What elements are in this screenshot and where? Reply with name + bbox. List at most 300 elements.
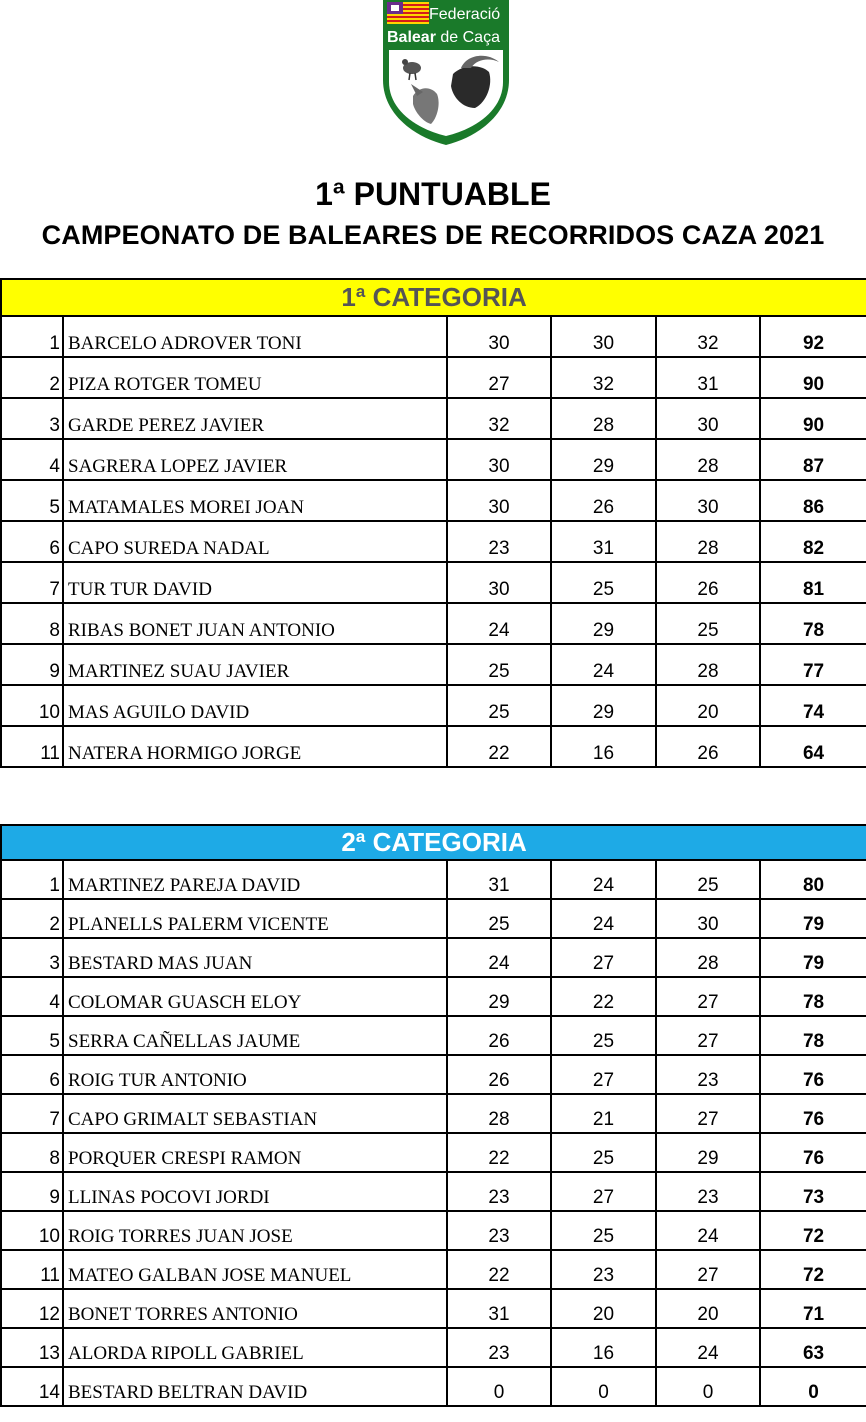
- rank-cell-text: 7: [49, 579, 60, 600]
- rank-cell: [1, 726, 63, 767]
- table-row: [1, 726, 866, 767]
- round-1-score-cell-text: 25: [488, 702, 510, 723]
- round-1-score-cell-text: 32: [488, 415, 510, 436]
- round-3-score-cell-text: 28: [697, 456, 719, 477]
- round-3-score-cell: [656, 1367, 760, 1406]
- category-1-header: 1ª CATEGORIA: [1, 279, 866, 316]
- round-2-score-cell-text: 29: [592, 702, 615, 723]
- round-3-score-cell-text: 25: [697, 875, 719, 896]
- total-score-cell: [760, 521, 866, 562]
- competitor-name-cell-text: CAPO GRIMALT SEBASTIAN: [68, 1109, 318, 1130]
- rank-cell: [1, 1289, 63, 1328]
- round-2-score-cell: [551, 316, 656, 357]
- round-2-score-cell: [551, 726, 656, 767]
- rank-cell: [1, 398, 63, 439]
- round-1-score-cell: [447, 357, 551, 398]
- competitor-name-cell: [63, 977, 447, 1016]
- round-2-score-cell: [551, 480, 656, 521]
- round-1-score-cell-text: 30: [488, 579, 510, 600]
- total-score-cell-text: 82: [802, 538, 825, 559]
- round-2-score-cell-text: 16: [592, 743, 615, 764]
- round-3-score-cell: [656, 860, 760, 899]
- page-subtitle: CAMPEONATO DE BALEARES DE RECORRIDOS CAZA 2021: [41, 220, 825, 250]
- total-score-cell-text: 72: [802, 1265, 825, 1286]
- total-score-cell-text: 90: [802, 374, 825, 395]
- round-2-score-cell-text: 27: [592, 953, 615, 974]
- round-1-score-cell-text: 30: [488, 456, 510, 477]
- total-score-cell-text: 79: [802, 953, 825, 974]
- round-3-score-cell-text: 31: [697, 374, 719, 395]
- rank-cell: [1, 357, 63, 398]
- round-3-score-cell: [656, 521, 760, 562]
- round-3-score-cell-text: 20: [697, 1304, 719, 1325]
- logo-text-line2: [387, 30, 500, 46]
- round-3-score-cell: [656, 480, 760, 521]
- round-2-score-cell-text: 21: [592, 1109, 615, 1130]
- rank-cell: [1, 1250, 63, 1289]
- rank-cell: [1, 685, 63, 726]
- round-2-score-cell: [551, 603, 656, 644]
- competitor-name-cell-text: ROIG TORRES JUAN JOSE: [68, 1226, 293, 1247]
- rank-cell-text: 7: [49, 1109, 60, 1130]
- competitor-name-cell-text: MATEO GALBAN JOSE MANUEL: [68, 1265, 352, 1286]
- page-title: 1ª PUNTUABLE: [315, 176, 551, 212]
- round-1-score-cell-text: 31: [488, 875, 510, 896]
- competitor-name-cell: [63, 603, 447, 644]
- logo-text-balear: Balear: [387, 29, 436, 46]
- rank-cell-text: 13: [38, 1343, 60, 1364]
- table-row: [1, 357, 866, 398]
- round-3-score-cell: [656, 1133, 760, 1172]
- rank-cell-text: 3: [49, 415, 60, 436]
- total-score-cell: [760, 1250, 866, 1289]
- table-row: [1, 1094, 866, 1133]
- round-1-score-cell: [447, 398, 551, 439]
- competitor-name-cell: [63, 1172, 447, 1211]
- competitor-name-cell: [63, 860, 447, 899]
- round-1-score-cell: [447, 480, 551, 521]
- round-3-score-cell: [656, 316, 760, 357]
- round-2-score-cell-text: 26: [592, 497, 615, 518]
- competitor-name-cell-text: COLOMAR GUASCH ELOY: [68, 992, 302, 1013]
- competitor-name-cell: [63, 1211, 447, 1250]
- round-1-score-cell: [447, 439, 551, 480]
- round-1-score-cell-text: 30: [488, 333, 510, 354]
- competitor-name-cell-text: MATAMALES MOREI JOAN: [68, 497, 304, 518]
- competitor-name-cell-text: RIBAS BONET JUAN ANTONIO: [68, 620, 335, 641]
- rank-cell-text: 8: [49, 1148, 60, 1169]
- round-3-score-cell: [656, 1172, 760, 1211]
- total-score-cell: [760, 685, 866, 726]
- round-3-score-cell-text: 25: [697, 620, 719, 641]
- round-3-score-cell-text: 27: [697, 1109, 719, 1130]
- round-1-score-cell-text: 24: [488, 620, 510, 641]
- round-2-score-cell: [551, 685, 656, 726]
- competitor-name-cell-text: MARTINEZ PAREJA DAVID: [68, 875, 301, 896]
- total-score-cell-text: 74: [802, 702, 825, 723]
- round-3-score-cell-text: 32: [697, 333, 719, 354]
- competitor-name-cell: [63, 938, 447, 977]
- total-score-cell-text: 80: [802, 875, 825, 896]
- round-1-score-cell-text: 22: [488, 743, 510, 764]
- total-score-cell: [760, 1211, 866, 1250]
- round-3-score-cell: [656, 357, 760, 398]
- round-1-score-cell: [447, 977, 551, 1016]
- round-1-score-cell: [447, 1367, 551, 1406]
- competitor-name-cell: [63, 1094, 447, 1133]
- round-2-score-cell: [551, 439, 656, 480]
- rank-cell: [1, 316, 63, 357]
- rank-cell-text: 14: [38, 1382, 60, 1403]
- round-2-score-cell-text: 16: [592, 1343, 615, 1364]
- round-1-score-cell: [447, 1016, 551, 1055]
- round-3-score-cell: [656, 1250, 760, 1289]
- total-score-cell: [760, 1367, 866, 1406]
- round-2-score-cell-text: 23: [592, 1265, 615, 1286]
- rank-cell: [1, 521, 63, 562]
- round-2-score-cell-text: 24: [592, 661, 615, 682]
- table-row: [1, 480, 866, 521]
- round-1-score-cell: [447, 521, 551, 562]
- round-3-score-cell-text: 28: [697, 538, 719, 559]
- round-1-score-cell: [447, 860, 551, 899]
- round-3-score-cell-text: 23: [697, 1187, 719, 1208]
- rank-cell: [1, 439, 63, 480]
- round-1-score-cell-text: 0: [493, 1382, 505, 1403]
- competitor-name-cell: [63, 726, 447, 767]
- round-1-score-cell: [447, 1094, 551, 1133]
- total-score-cell: [760, 899, 866, 938]
- round-2-score-cell-text: 29: [592, 620, 615, 641]
- round-1-score-cell-text: 25: [488, 914, 510, 935]
- total-score-cell-text: 78: [802, 1031, 825, 1052]
- round-1-score-cell: [447, 316, 551, 357]
- rank-cell-text: 1: [49, 875, 60, 896]
- rank-cell-text: 12: [38, 1304, 60, 1325]
- total-score-cell-text: 72: [802, 1226, 825, 1247]
- table-row: [1, 316, 866, 357]
- competitor-name-cell-text: PIZA ROTGER TOMEU: [68, 374, 262, 395]
- round-2-score-cell-text: 24: [592, 875, 615, 896]
- rank-cell-text: 11: [40, 743, 60, 764]
- round-1-score-cell-text: 28: [488, 1109, 510, 1130]
- round-1-score-cell-text: 30: [488, 497, 510, 518]
- round-1-score-cell-text: 26: [488, 1031, 510, 1052]
- federation-logo: [381, 0, 511, 146]
- round-3-score-cell: [656, 685, 760, 726]
- round-3-score-cell: [656, 1289, 760, 1328]
- round-3-score-cell-text: 30: [697, 415, 719, 436]
- total-score-cell: [760, 398, 866, 439]
- rank-cell-text: 10: [38, 1226, 60, 1247]
- total-score-cell-text: 0: [808, 1382, 819, 1403]
- rank-cell-text: 8: [49, 620, 60, 641]
- round-3-score-cell: [656, 562, 760, 603]
- rank-cell-text: 9: [49, 661, 60, 682]
- competitor-name-cell-text: BONET TORRES ANTONIO: [68, 1304, 298, 1325]
- round-1-score-cell-text: 23: [488, 1343, 510, 1364]
- rank-cell: [1, 1055, 63, 1094]
- total-score-cell-text: 63: [802, 1343, 825, 1364]
- rank-cell: [1, 480, 63, 521]
- rank-cell-text: 5: [49, 497, 60, 518]
- competitor-name-cell-text: BESTARD BELTRAN DAVID: [68, 1382, 308, 1403]
- table-row: [1, 1250, 866, 1289]
- total-score-cell-text: 81: [802, 579, 825, 600]
- table-row: [1, 899, 866, 938]
- round-2-score-cell-text: 0: [598, 1382, 609, 1403]
- round-2-score-cell: [551, 357, 656, 398]
- round-3-score-cell-text: 27: [697, 992, 719, 1013]
- rank-cell-text: 5: [49, 1031, 60, 1052]
- round-1-score-cell-text: 27: [488, 374, 510, 395]
- logo-text-de-caca: de Caça: [435, 29, 500, 46]
- table-row: [1, 938, 866, 977]
- rank-cell: [1, 1094, 63, 1133]
- round-1-score-cell: [447, 938, 551, 977]
- round-2-score-cell: [551, 1016, 656, 1055]
- round-3-score-cell-text: 29: [697, 1148, 719, 1169]
- round-2-score-cell: [551, 938, 656, 977]
- round-2-score-cell: [551, 1250, 656, 1289]
- round-2-score-cell-text: 27: [592, 1070, 615, 1091]
- competitor-name-cell-text: ALORDA RIPOLL GABRIEL: [68, 1343, 304, 1364]
- round-3-score-cell-text: 26: [697, 743, 719, 764]
- rank-cell: [1, 938, 63, 977]
- round-2-score-cell: [551, 1094, 656, 1133]
- total-score-cell: [760, 316, 866, 357]
- rank-cell-text: 4: [49, 456, 60, 477]
- category-1-table: [0, 278, 866, 768]
- round-1-score-cell: [447, 1328, 551, 1367]
- total-score-cell-text: 78: [802, 620, 825, 641]
- round-2-score-cell-text: 30: [592, 333, 615, 354]
- round-3-score-cell-text: 23: [697, 1070, 719, 1091]
- table-row: [1, 1133, 866, 1172]
- table-row: [1, 1328, 866, 1367]
- round-2-score-cell: [551, 1367, 656, 1406]
- total-score-cell: [760, 644, 866, 685]
- total-score-cell-text: 86: [802, 497, 825, 518]
- total-score-cell: [760, 977, 866, 1016]
- total-score-cell: [760, 860, 866, 899]
- round-1-score-cell-text: 23: [488, 1187, 510, 1208]
- rank-cell: [1, 603, 63, 644]
- round-1-score-cell: [447, 1211, 551, 1250]
- round-1-score-cell: [447, 1055, 551, 1094]
- table-row: [1, 521, 866, 562]
- round-1-score-cell: [447, 1250, 551, 1289]
- competitor-name-cell: [63, 1367, 447, 1406]
- round-3-score-cell: [656, 398, 760, 439]
- competitor-name-cell: [63, 899, 447, 938]
- total-score-cell: [760, 726, 866, 767]
- round-1-score-cell-text: 22: [488, 1265, 510, 1286]
- competitor-name-cell-text: SAGRERA LOPEZ JAVIER: [68, 456, 288, 477]
- round-1-score-cell: [447, 899, 551, 938]
- total-score-cell-text: 73: [802, 1187, 825, 1208]
- round-2-score-cell-text: 25: [592, 1031, 615, 1052]
- total-score-cell-text: 78: [802, 992, 825, 1013]
- round-3-score-cell: [656, 644, 760, 685]
- round-2-score-cell: [551, 1172, 656, 1211]
- total-score-cell: [760, 603, 866, 644]
- rank-cell: [1, 977, 63, 1016]
- table-row: [1, 439, 866, 480]
- round-1-score-cell: [447, 644, 551, 685]
- round-3-score-cell: [656, 977, 760, 1016]
- round-2-score-cell-text: 27: [592, 1187, 615, 1208]
- competitor-name-cell-text: SERRA CAÑELLAS JAUME: [68, 1031, 301, 1052]
- round-1-score-cell-text: 25: [488, 661, 510, 682]
- round-2-score-cell: [551, 977, 656, 1016]
- round-1-score-cell: [447, 726, 551, 767]
- round-2-score-cell-text: 32: [592, 374, 615, 395]
- rank-cell-text: 6: [49, 538, 60, 559]
- total-score-cell: [760, 1172, 866, 1211]
- round-1-score-cell-text: 23: [488, 1226, 510, 1247]
- competitor-name-cell: [63, 1289, 447, 1328]
- table-row: [1, 1172, 866, 1211]
- total-score-cell-text: 76: [802, 1109, 825, 1130]
- competitor-name-cell-text: NATERA HORMIGO JORGE: [68, 743, 302, 764]
- competitor-name-cell: [63, 1250, 447, 1289]
- total-score-cell: [760, 938, 866, 977]
- total-score-cell: [760, 1016, 866, 1055]
- logo-text-line1: Federació: [429, 6, 501, 23]
- rank-cell-text: 3: [49, 953, 60, 974]
- round-2-score-cell-text: 25: [592, 579, 615, 600]
- round-3-score-cell: [656, 899, 760, 938]
- round-1-score-cell-text: 22: [488, 1148, 510, 1169]
- rank-cell: [1, 1211, 63, 1250]
- rank-cell-text: 10: [38, 702, 60, 723]
- round-3-score-cell-text: 27: [697, 1031, 719, 1052]
- round-2-score-cell-text: 20: [592, 1304, 615, 1325]
- round-3-score-cell: [656, 1211, 760, 1250]
- rank-cell-text: 2: [49, 914, 60, 935]
- table-row: [1, 1289, 866, 1328]
- total-score-cell-text: 90: [802, 415, 825, 436]
- round-2-score-cell-text: 24: [592, 914, 615, 935]
- round-1-score-cell: [447, 1172, 551, 1211]
- total-score-cell: [760, 480, 866, 521]
- round-2-score-cell-text: 31: [592, 538, 615, 559]
- category-2-header: 2ª CATEGORIA: [1, 825, 866, 860]
- round-1-score-cell: [447, 562, 551, 603]
- total-score-cell-text: 64: [802, 743, 825, 764]
- round-2-score-cell-text: 29: [592, 456, 615, 477]
- competitor-name-cell-text: GARDE PEREZ JAVIER: [68, 415, 264, 436]
- round-2-score-cell-text: 28: [592, 415, 615, 436]
- table-row: [1, 398, 866, 439]
- round-3-score-cell-text: 26: [697, 579, 719, 600]
- round-3-score-cell-text: 27: [697, 1265, 719, 1286]
- round-3-score-cell: [656, 603, 760, 644]
- round-2-score-cell: [551, 398, 656, 439]
- round-1-score-cell-text: 26: [488, 1070, 510, 1091]
- rank-cell: [1, 899, 63, 938]
- competitor-name-cell: [63, 1055, 447, 1094]
- rank-cell-text: 2: [49, 374, 60, 395]
- total-score-cell-text: 87: [802, 456, 825, 477]
- rank-cell: [1, 644, 63, 685]
- total-score-cell: [760, 1055, 866, 1094]
- total-score-cell: [760, 357, 866, 398]
- round-2-score-cell: [551, 562, 656, 603]
- competitor-name-cell-text: TUR TUR DAVID: [68, 579, 212, 600]
- round-3-score-cell-text: 28: [697, 661, 719, 682]
- competitor-name-cell-text: LLINAS POCOVI JORDI: [68, 1187, 270, 1208]
- competitor-name-cell: [63, 685, 447, 726]
- round-3-score-cell: [656, 1016, 760, 1055]
- round-2-score-cell: [551, 521, 656, 562]
- total-score-cell: [760, 439, 866, 480]
- round-3-score-cell: [656, 439, 760, 480]
- total-score-cell-text: 76: [802, 1070, 825, 1091]
- total-score-cell-text: 77: [802, 661, 825, 682]
- table-row: [1, 1016, 866, 1055]
- competitor-name-cell: [63, 439, 447, 480]
- competitor-name-cell: [63, 1328, 447, 1367]
- rank-cell: [1, 1016, 63, 1055]
- competitor-name-cell: [63, 1016, 447, 1055]
- round-3-score-cell-text: 24: [697, 1226, 719, 1247]
- round-2-score-cell-text: 25: [592, 1226, 615, 1247]
- round-3-score-cell: [656, 938, 760, 977]
- round-2-score-cell-text: 25: [592, 1148, 615, 1169]
- competitor-name-cell: [63, 521, 447, 562]
- round-2-score-cell: [551, 1211, 656, 1250]
- competitor-name-cell: [63, 1133, 447, 1172]
- round-3-score-cell-text: 24: [697, 1343, 719, 1364]
- round-2-score-cell-text: 22: [592, 992, 615, 1013]
- table-row: [1, 860, 866, 899]
- table-row: [1, 562, 866, 603]
- total-score-cell-text: 92: [802, 333, 825, 354]
- table-row: [1, 977, 866, 1016]
- round-2-score-cell: [551, 1289, 656, 1328]
- total-score-cell-text: 79: [802, 914, 825, 935]
- total-score-cell: [760, 1328, 866, 1367]
- round-3-score-cell: [656, 1055, 760, 1094]
- competitor-name-cell: [63, 398, 447, 439]
- round-1-score-cell: [447, 685, 551, 726]
- round-1-score-cell-text: 23: [488, 538, 510, 559]
- competitor-name-cell-text: MAS AGUILO DAVID: [68, 702, 250, 723]
- round-1-score-cell-text: 24: [488, 953, 510, 974]
- competitor-name-cell: [63, 480, 447, 521]
- round-3-score-cell-text: 30: [697, 914, 719, 935]
- competitor-name-cell-text: ROIG TUR ANTONIO: [68, 1070, 247, 1091]
- round-1-score-cell-text: 29: [488, 992, 510, 1013]
- rank-cell: [1, 1172, 63, 1211]
- round-1-score-cell: [447, 603, 551, 644]
- table-row: [1, 603, 866, 644]
- rank-cell-text: 11: [40, 1265, 60, 1286]
- round-3-score-cell: [656, 1094, 760, 1133]
- competitor-name-cell-text: PLANELLS PALERM VICENTE: [68, 914, 329, 935]
- rank-cell: [1, 860, 63, 899]
- rank-cell-text: 4: [49, 992, 60, 1013]
- competitor-name-cell-text: BARCELO ADROVER TONI: [68, 333, 302, 354]
- rank-cell-text: 1: [49, 333, 60, 354]
- round-3-score-cell-text: 28: [697, 953, 719, 974]
- round-2-score-cell: [551, 1133, 656, 1172]
- rank-cell: [1, 1133, 63, 1172]
- total-score-cell-text: 71: [802, 1304, 825, 1325]
- rank-cell-text: 9: [49, 1187, 60, 1208]
